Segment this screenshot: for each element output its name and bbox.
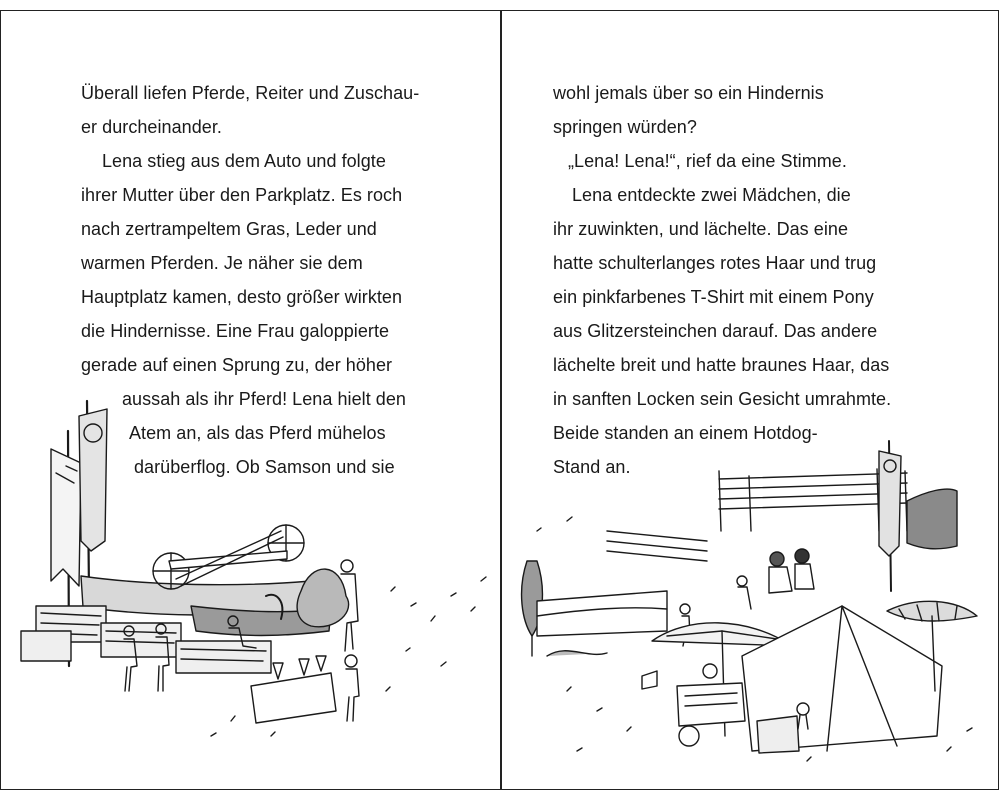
text-line: ihrer Mutter über den Parkplatz. Es roch [81, 185, 403, 205]
text-line: lächelte breit und hatte braunes Haar, das [553, 355, 890, 375]
text-line: ihr zuwinkten, und lächelte. Das eine [553, 219, 849, 239]
text-line: Überall liefen Pferde, Reiter und Zuschau- [81, 83, 420, 103]
text-line: warmen Pferden. Je näher sie dem [81, 253, 363, 273]
hotdog-stand-fairground-illustration [507, 431, 997, 781]
text-line: darüberflog. Ob Samson und sie [134, 457, 395, 477]
text-line: in sanften Locken sein Gesicht umrahmte. [553, 389, 892, 409]
text-line: aus Glitzersteinchen darauf. Das andere [553, 321, 878, 341]
text-line: wohl jemals über so ein Hindernis [553, 83, 824, 103]
text-line: nach zertrampeltem Gras, Leder und [81, 219, 377, 239]
text-line: Atem an, als das Pferd mühelos [129, 423, 386, 443]
text-line: Lena entdeckte zwei Mädchen, die [572, 185, 851, 205]
text-line: er durcheinander. [81, 117, 222, 137]
text-line: hatte schulterlanges rotes Haar und trug [553, 253, 877, 273]
horse-show-arena-illustration [11, 391, 496, 771]
text-line: Lena stieg aus dem Auto und folgte [102, 151, 386, 171]
text-line: die Hindernisse. Eine Frau galoppierte [81, 321, 390, 341]
text-line: springen würden? [553, 117, 697, 137]
text-line: Stand an. [553, 457, 631, 477]
text-line: Hauptplatz kamen, desto größer wirkten [81, 287, 403, 307]
right-page [502, 11, 999, 789]
text-line: ein pinkfarbenes T-Shirt mit einem Pony [553, 287, 874, 307]
text-line: Beide standen an einem Hotdog- [553, 423, 818, 443]
text-line: „Lena! Lena!“, rief da eine Stimme. [568, 151, 847, 171]
text-line: gerade auf einen Sprung zu, der höher [81, 355, 393, 375]
left-page [1, 11, 500, 789]
book-spread [0, 10, 999, 790]
text-line: aussah als ihr Pferd! Lena hielt den [122, 389, 406, 409]
